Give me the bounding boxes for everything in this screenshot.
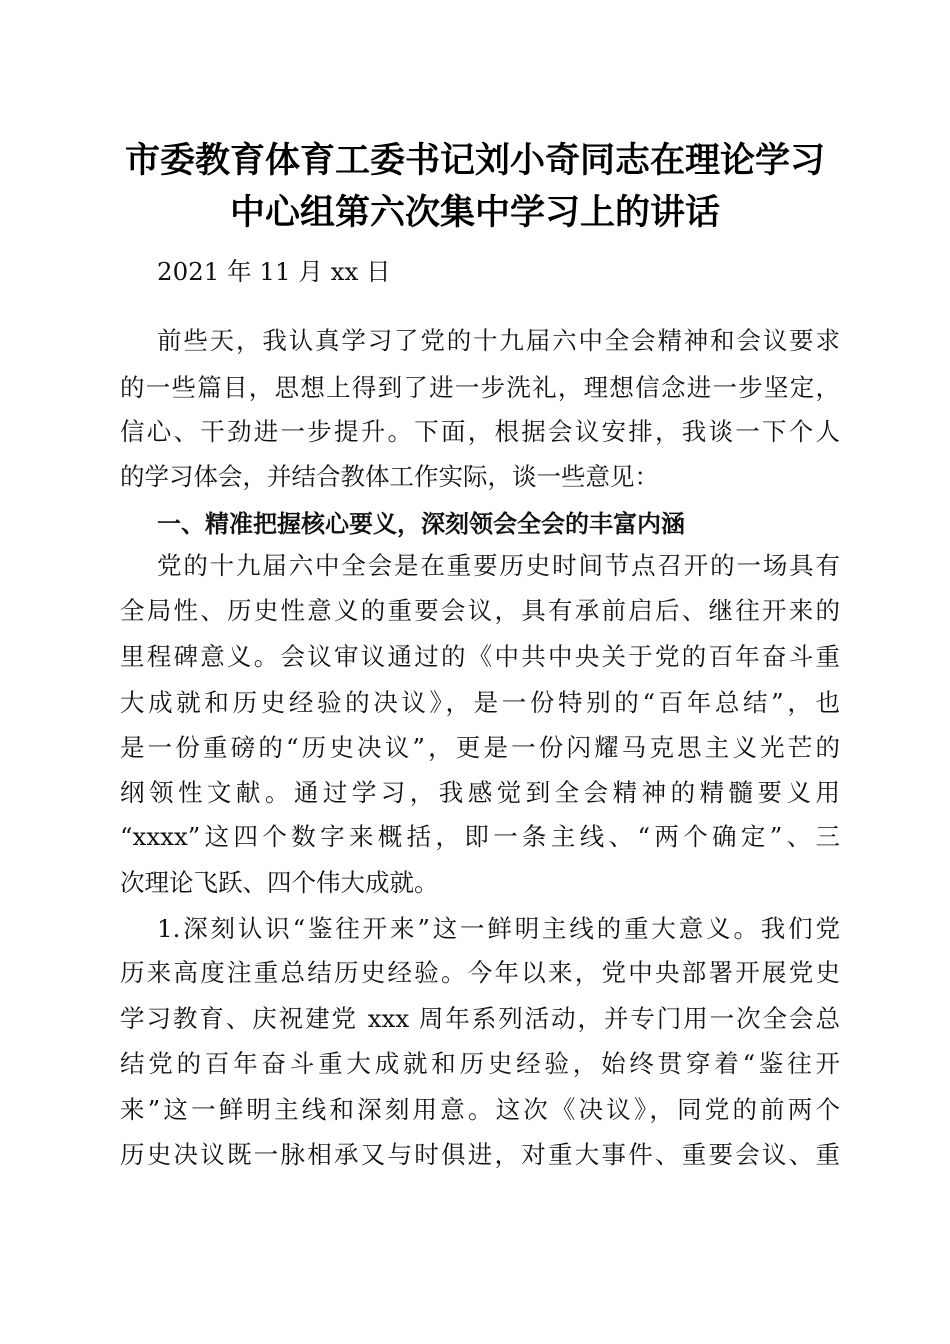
paragraph-2-line-5: 是一份重磅的“历史决议”，更是一份闪耀马克思主义光芒的 — [120, 733, 840, 762]
paragraph-2-line-3: 里程碑意义。会议审议通过的《中共中央关于党的百年奋斗重 — [120, 642, 840, 671]
paragraph-2-line-1: 党的十九届六中全会是在重要历史时间节点召开的一场具有 — [157, 551, 840, 580]
paragraph-2-line-7: “xxxx”这四个数字来概括，即一条主线、“两个确定”、三 — [120, 822, 840, 851]
paragraph-1-line-3: 信心、干劲进一步提升。下面，根据会议安排，我谈一下个人 — [120, 417, 840, 446]
paragraph-2-line-2: 全局性、历史性意义的重要会议，具有承前启后、继往开来的 — [120, 596, 840, 625]
document-date: 2021 年 11 月 xx 日 — [157, 257, 391, 286]
paragraph-1-line-2: 的一些篇目，思想上得到了进一步洗礼，理想信念进一步坚定， — [120, 373, 840, 402]
document-title-line-1: 市委教育体育工委书记刘小奇同志在理论学习 — [124, 140, 825, 181]
paragraph-1-line-4: 的学习体会，并结合教体工作实际，谈一些意见： — [120, 462, 659, 491]
paragraph-1-line-1: 前些天，我认真学习了党的十九届六中全会精神和会议要求 — [157, 326, 840, 355]
paragraph-3-line-2: 历来高度注重总结历史经验。今年以来，党中央部署开展党史 — [120, 958, 840, 987]
paragraph-2-line-8: 次理论飞跃、四个伟大成就。 — [120, 868, 439, 897]
paragraph-2-line-6: 纲领性文献。通过学习，我感觉到全会精神的精髓要义用 — [120, 778, 840, 807]
paragraph-2-line-4: 大成就和历史经验的决议》，是一份特别的“百年总结”，也 — [120, 688, 840, 717]
paragraph-3-line-3: 学习教育、庆祝建党 xxx 周年系列活动，并专门用一次全会总 — [120, 1004, 840, 1033]
document-title-line-2: 中心组第六次集中学习上的讲话 — [229, 192, 720, 233]
section-1-heading: 一、精准把握核心要义，深刻领会全会的丰富内涵 — [157, 510, 685, 538]
paragraph-3-line-4: 结党的百年奋斗重大成就和历史经验，始终贯穿着“鉴往开 — [120, 1049, 840, 1078]
paragraph-3-line-1: 1.深刻认识“鉴往开来”这一鲜明主线的重大意义。我们党 — [157, 914, 840, 943]
paragraph-3-line-6: 历史决议既一脉相承又与时俱进，对重大事件、重要会议、重 — [120, 1140, 840, 1169]
paragraph-3-line-5: 来”这一鲜明主线和深刻用意。这次《决议》，同党的前两个 — [120, 1095, 840, 1124]
